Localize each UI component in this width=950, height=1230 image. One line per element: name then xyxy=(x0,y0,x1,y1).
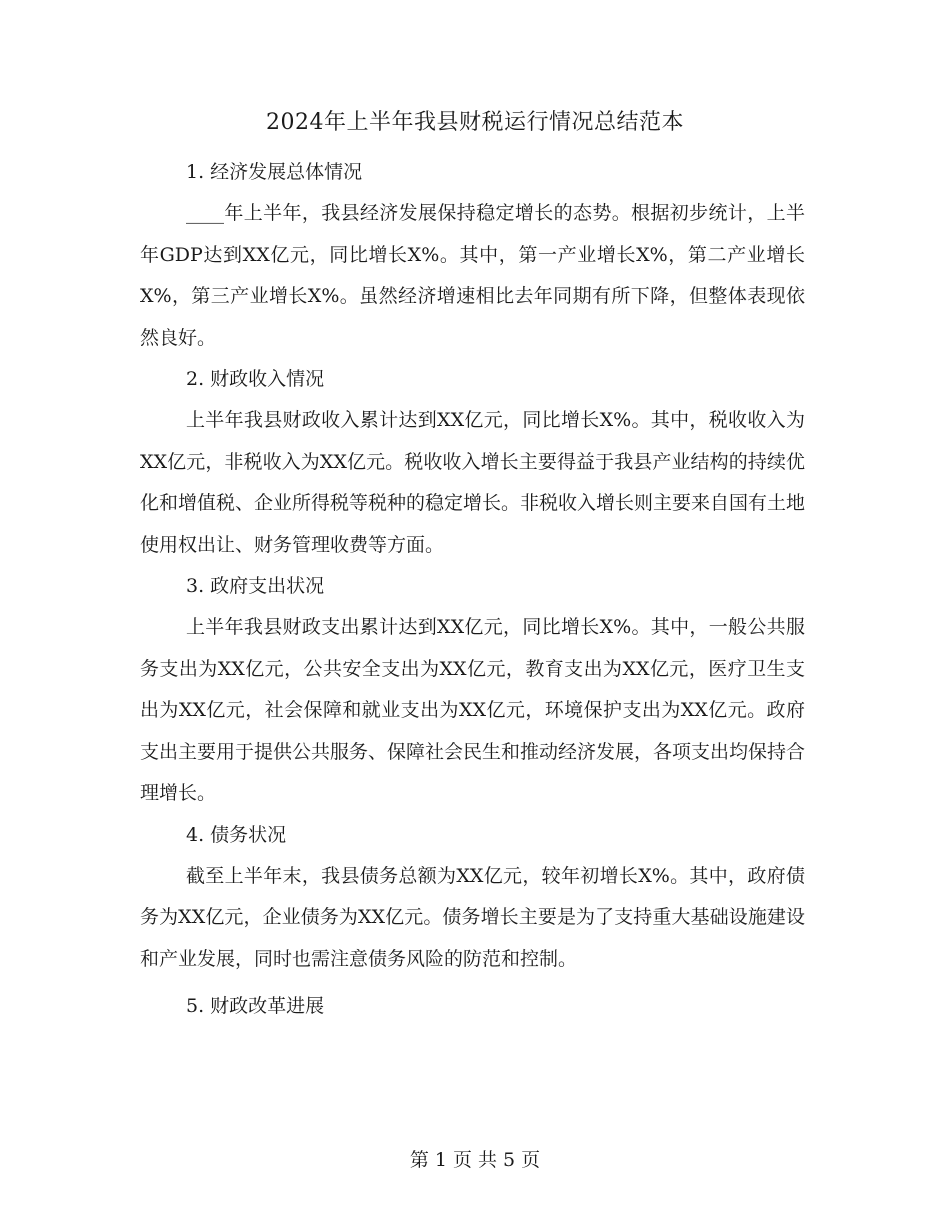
section-paragraph-economy: ____年上半年，我县经济发展保持稳定增长的态势。根据初步统计，上半年GDP达到XX亿元，同比增长X%。其中，第一产业增长X%，第二产业增长X%，第三产业增长X%。虽然经济增速相比去年同期有所下降，但整体表现依然良好。 xyxy=(140,202,805,349)
section-heading-revenue: 2. 财政收入情况 xyxy=(186,368,325,390)
document-body xyxy=(140,152,805,1027)
section-heading-debt: 4. 债务状况 xyxy=(186,823,287,846)
section-heading-reform: 5. 财政改革进展 xyxy=(186,995,325,1017)
section-paragraph-revenue: 上半年我县财政收入累计达到XX亿元，同比增长X%。其中，税收收入为XX亿元，非税收入为XX亿元。税收收入增长主要得益于我县产业结构的持续优化和增值税、企业所得税等税种的稳定增长。非税收入增长则主要来自国有土地使用权出让、财务管理收费等方面。 xyxy=(140,409,806,556)
page-number-footer: 第 1 页 共 5 页 xyxy=(409,1149,541,1171)
section-paragraph-debt: 截至上半年末，我县债务总额为XX亿元，较年初增长X%。其中，政府债务为XX亿元，企业债务为XX亿元。债务增长主要是为了支持重大基础设施建设和产业发展，同时也需注意债务风险的防范和控制。 xyxy=(140,864,805,970)
section-heading-economy: 1. 经济发展总体情况 xyxy=(186,161,363,183)
section-heading-expenditure: 3. 政府支出状况 xyxy=(186,575,325,597)
document-title: 2024年上半年我县财税运行情况总结范本 xyxy=(266,110,684,135)
section-paragraph-expenditure: 上半年我县财政支出累计达到XX亿元，同比增长X%。其中，一般公共服务支出为XX亿元，公共安全支出为XX亿元，教育支出为XX亿元，医疗卫生支出为XX亿元，社会保障和就业支出为XX亿元，环境保护支出为XX亿元。政府支出主要用于提供公共服务、保障社会民生和推动经济发展，各项支出均保持合理增长。 xyxy=(140,616,806,804)
